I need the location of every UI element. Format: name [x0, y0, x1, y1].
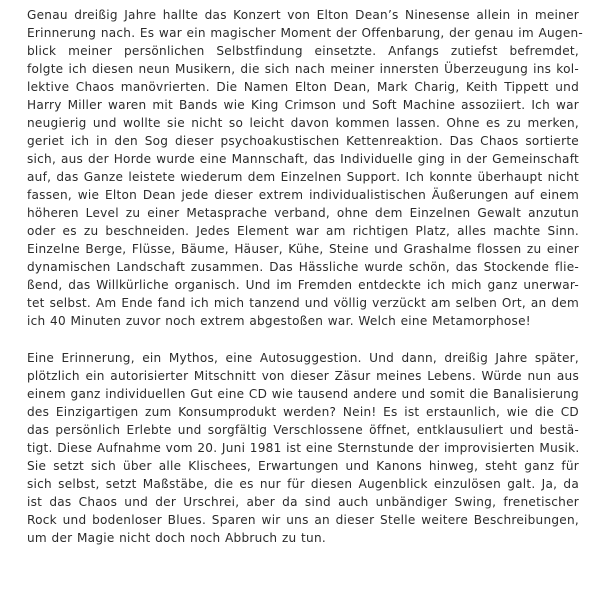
- text-line: Einzelne Berge, Flüsse, Bäume, Häuser, Kühe, Steine und Grashalme flossen zu einer: [27, 242, 579, 256]
- text-line: um der Magie nicht doch noch Abbruch zu tun.: [27, 531, 326, 545]
- text-line: Harry Miller waren mit Bands wie King Crimson und Soft Machine assoziiert. Ich war: [27, 98, 579, 112]
- text-line: ßend, das Willkürliche organisch. Und im Fremden entdeckte ich mich ganz unerwar-: [27, 278, 579, 292]
- text-line: neugierig und wollte sie nicht so leicht davon kommen lassen. Ohne es zu merken,: [27, 116, 579, 130]
- paragraph-2: [27, 349, 579, 547]
- text-line: auf, das Ganze leistete wiederum dem Einzelnen Support. Ich konnte überhaupt nicht: [27, 170, 579, 184]
- text-line: tigt. Diese Aufnahme vom 20. Juni 1981 ist eine Sternstunde der improvisierten Musik.: [27, 441, 580, 455]
- text-line: ich 40 Minuten zuvor noch extrem abgestoßen war. Welch eine Metamorphose!: [27, 314, 531, 328]
- text-line: des Einzigartigen zum Konsumprodukt werden? Nein! Es ist erstaunlich, wie die CD: [27, 405, 579, 419]
- text-line: höheren Level zu einer Metasprache verband, ohne dem Einzelnen Gewalt anzutun: [27, 206, 579, 220]
- text-line: Rock und bodenloser Blues. Sparen wir uns an dieser Stelle weitere Beschreibungen,: [27, 513, 579, 527]
- text-line: ist das Chaos und der Urschrei, aber da sind auch unbändiger Swing, frenetischer: [27, 495, 579, 509]
- text-line: einem ganz individuellen Gut eine CD wie tausend andere und somit die Banalisierung: [27, 387, 579, 401]
- text-line: geriet ich in den Sog dieser psychoakustischen Kettenreaktion. Das Chaos sortierte: [27, 134, 579, 148]
- text-line: blick meiner persönlichen Selbstfindung einsetzte. Anfangs zutiefst befremdet,: [27, 44, 579, 58]
- text-line: plötzlich ein autorisierter Mitschnitt von dieser Zäsur meines Lebens. Würde nun aus: [27, 369, 579, 383]
- paragraph-1: [27, 6, 584, 330]
- text-line: lektive Chaos manövrierten. Die Namen Elton Dean, Mark Charig, Keith Tippett und: [27, 80, 579, 94]
- text-line: folgte ich diesen neun Musikern, die sich nach meiner innersten Überzeugung ins kol-: [27, 62, 579, 76]
- text-line: Genau dreißig Jahre hallte das Konzert von Elton Dean’s Ninesense allein in meiner: [27, 8, 579, 22]
- text-line: sich, aus der Horde wurde eine Mannschaft, das Individuelle ging in der Gemeinschaft: [27, 152, 579, 166]
- text-line: sich selbst, setzt Maßstäbe, die es nur für diesen Augenblick einzulösen galt. Ja, da: [27, 477, 579, 491]
- text-line: dynamischen Landschaft zusammen. Das Hässliche wurde schön, das Stockende flie-: [27, 260, 579, 274]
- text-line: oder es zu beschneiden. Jedes Element war am richtigen Platz, alles machte Sinn.: [27, 224, 579, 238]
- text-line: Sie setzt sich über alle Klischees, Erwartungen und Kanons hinweg, steht ganz für: [27, 459, 579, 473]
- text-line: Eine Erinnerung, ein Mythos, eine Autosuggestion. Und dann, dreißig Jahre später,: [27, 351, 579, 365]
- text-line: fassen, wie Elton Dean jede dieser extrem individualistischen Äußerungen auf einem: [27, 188, 579, 202]
- text-line: Erinnerung nach. Es war ein magischer Moment der Offenbarung, der genau im Augen-: [27, 26, 584, 40]
- text-line: tet selbst. Am Ende fand ich mich tanzend und völlig verzückt am selben Ort, an dem: [27, 296, 579, 310]
- text-line: das persönlich Erlebte und sorgfältig Verschlossene öffnet, entklausuliert und bestä-: [27, 423, 579, 437]
